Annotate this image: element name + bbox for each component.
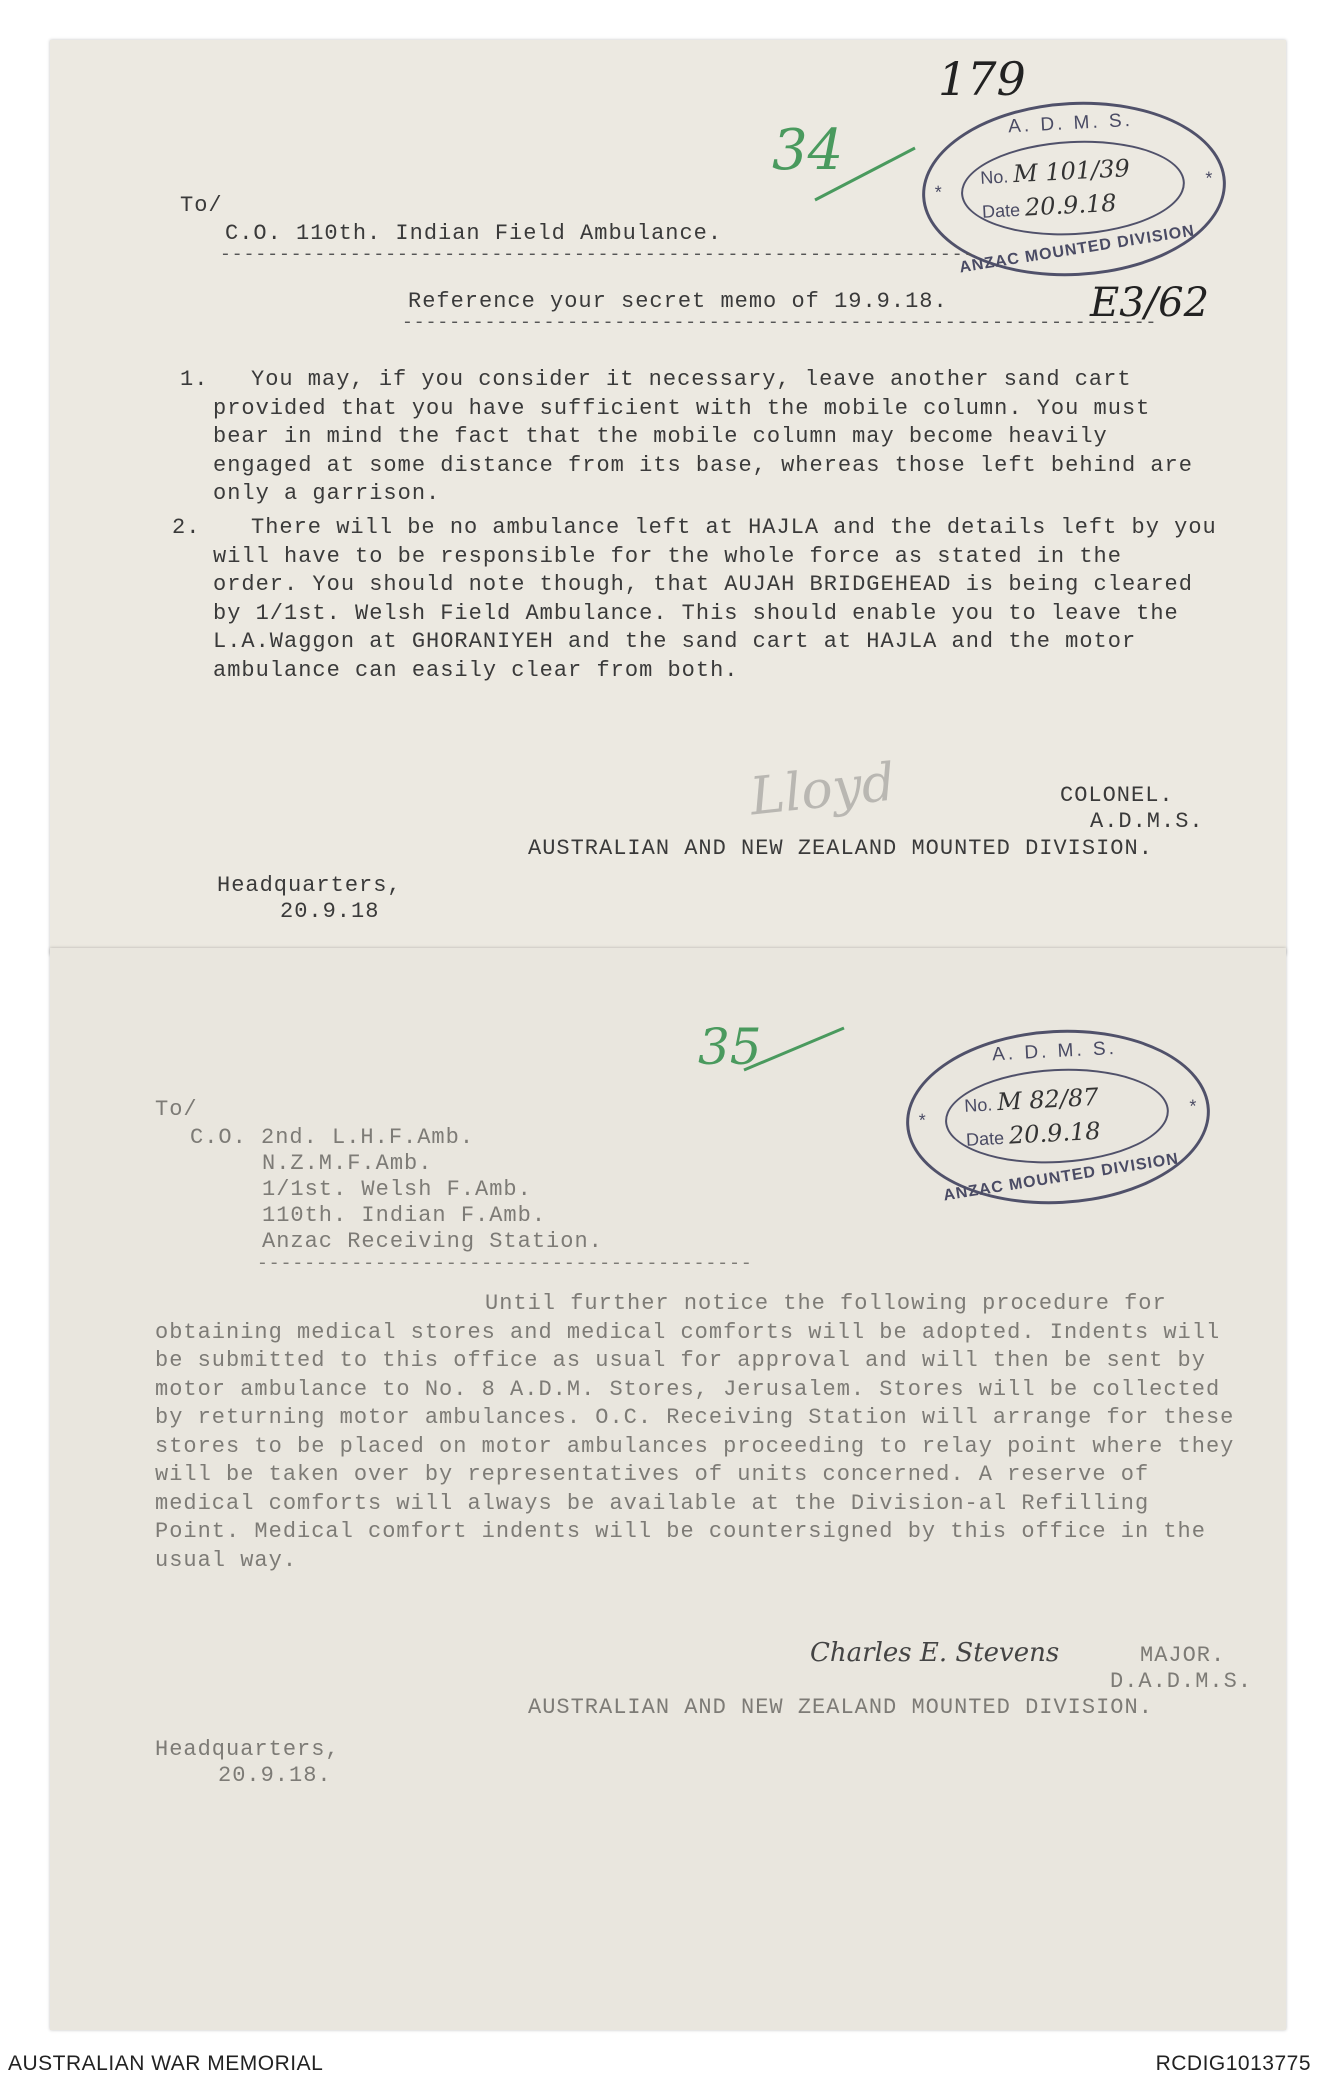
signature-rank-bottom: MAJOR. — [1140, 1643, 1226, 1668]
bottom-paragraph: Until further notice the following procedure for obtaining medical stores and medical comforts will be adopted. Indents will be submitted to this office as usual for approval and will then be sent by motor ambulance to No. 8 A.D.M. Stores, Jerusalem. Stores will be collected by returning motor ambulances. O.C. Receiving Station will arrange for these stores to be placed on motor ambulances proceeding to relay point where they will be taken over by representatives of units concerned. A reserve of medical comforts will always be available at the Division-al Refilling Point. Medical comfort indents will be countersigned by this office in the usual way. — [155, 1291, 1235, 1573]
paragraph-2: There will be no ambulance left at HAJLA and the details left by you will have to be responsible for the whole force as stated in the order. You should note though, that AUJAH BRIDGEHEAD is being cleared by 1/1st. Welsh Field Ambulance. This should enable you to leave the L.A.Waggon at GHORANIYEH and the sand cart at HAJLA and the motor ambulance can easily clear from both. — [213, 515, 1217, 683]
folio-number: 179 — [938, 52, 1026, 106]
addressee-4: 110th. Indian F.Amb. — [262, 1203, 547, 1228]
signature-title: A.D.M.S. — [1090, 809, 1204, 834]
headquarters-label-bottom: Headquarters, — [155, 1737, 340, 1762]
adms-stamp-top: A. D. M. S. * * No. M 101/39 Date 20.9.18 ANZAC MOUNTED DIVISION — [918, 94, 1231, 284]
to-label: To/ — [180, 193, 223, 218]
stamp-date-value: 20.9.18 — [1024, 188, 1118, 222]
to-label-bottom: To/ — [155, 1097, 198, 1122]
addressees-underline: ------------------------------------------ — [257, 1254, 753, 1274]
addressee-2: N.Z.M.F.Amb. — [262, 1151, 433, 1176]
signature-division-bottom: AUSTRALIAN AND NEW ZEALAND MOUNTED DIVISION. — [528, 1695, 1153, 1720]
headquarters-date: 20.9.18 — [280, 899, 380, 924]
paragraph-1-number: 1. — [180, 367, 209, 392]
stamp-date-value-bottom: 20.9.18 — [1008, 1116, 1102, 1150]
signature-rank: COLONEL. — [1060, 783, 1174, 808]
reference-line: Reference your secret memo of 19.9.18. — [408, 289, 948, 314]
green-tick-mark — [810, 140, 920, 210]
signature-title-bottom: D.A.D.M.S. — [1110, 1669, 1253, 1694]
paragraph-1: You may, if you consider it necessary, leave another sand cart provided that you have sufficient with the mobile column. You must bear in mind the fact that the mobile column may become heavily engaged at some distance from its base, whereas those left behind are only a garrison. — [213, 367, 1193, 506]
footer-source: AUSTRALIAN WAR MEMORIAL — [8, 2052, 324, 2075]
addressee-5: Anzac Receiving Station. — [262, 1229, 603, 1254]
green-tick-mark-bottom — [740, 1020, 850, 1080]
addressee-3: 1/1st. Welsh F.Amb. — [262, 1177, 532, 1202]
green-folio-number-bottom: 35 — [698, 1018, 762, 1076]
addressee: C.O. 110th. Indian Field Ambulance. — [225, 221, 723, 246]
adms-stamp-bottom: A. D. M. S. * * No. M 82/87 Date 20.9.18 ANZAC MOUNTED DIVISION — [902, 1022, 1215, 1212]
stamp-number-value-bottom: M 82/87 — [996, 1082, 1100, 1117]
top-letter-sheet — [50, 40, 1286, 955]
reference-code: E3/62 — [1090, 280, 1210, 326]
stamp-number-value: M 101/39 — [1012, 154, 1131, 189]
headquarters-date-bottom: 20.9.18. — [218, 1763, 332, 1788]
addressee-underline: ---------------------------------------------------------------- — [220, 245, 976, 265]
bottom-letter-sheet — [50, 948, 1286, 2030]
footer-id: RCDIG1013775 — [1155, 2052, 1311, 2075]
green-folio-number: 34 — [772, 118, 844, 183]
paragraph-2-number: 2. — [172, 515, 201, 540]
headquarters-label: Headquarters, — [217, 873, 402, 898]
signature-colonel: Lloyd — [747, 752, 898, 828]
signature-division: AUSTRALIAN AND NEW ZEALAND MOUNTED DIVISION. — [528, 836, 1153, 861]
signature-major: Charles E. Stevens — [810, 1638, 1060, 1668]
addressee-1: C.O. 2nd. L.H.F.Amb. — [190, 1125, 475, 1150]
reference-underline: ---------------------------------------------------------------- — [402, 313, 1158, 333]
